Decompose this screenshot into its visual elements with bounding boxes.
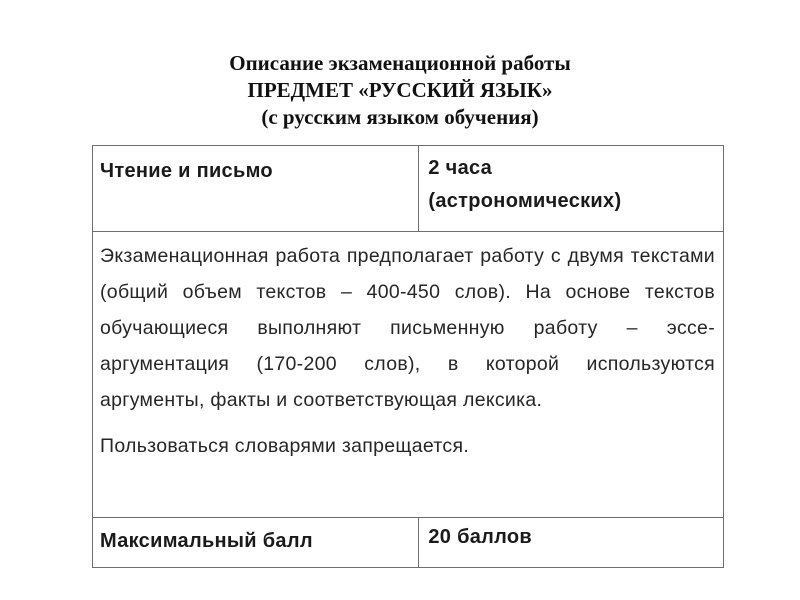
title-line-description: Описание экзаменационной работы <box>229 51 571 75</box>
table-row-description <box>93 232 724 518</box>
reading-writing-label: Чтение и письмо <box>93 146 419 232</box>
duration-cell <box>419 146 724 232</box>
title-line-subject: ПРЕДМЕТ «РУССКИЙ ЯЗЫК» <box>247 78 553 102</box>
description-cell <box>93 232 724 518</box>
title-line-language: (с русским языком обучения) <box>261 105 539 129</box>
duration-type: (астрономических) <box>428 190 622 212</box>
max-score-value: 20 баллов <box>419 518 724 568</box>
duration-hours: 2 часа <box>428 157 493 179</box>
description-paragraph: Экзаменационная работа предполагает работу с двумя текстами (общий объем текстов – 400-450 слов). На основе текстов обучающиеся выполняют письменную работу – эссе-аргументация (170-200 слов), в которой используются аргументы, факты и соответствующая лексика. <box>100 245 715 411</box>
table-row-reading <box>93 146 724 232</box>
max-score-label: Максимальный балл <box>93 518 419 568</box>
table-row-max-score <box>93 518 724 568</box>
document-title <box>0 50 800 131</box>
exam-description-table <box>92 145 724 568</box>
dictionary-note: Пользоваться словарями запрещается. <box>100 435 470 457</box>
